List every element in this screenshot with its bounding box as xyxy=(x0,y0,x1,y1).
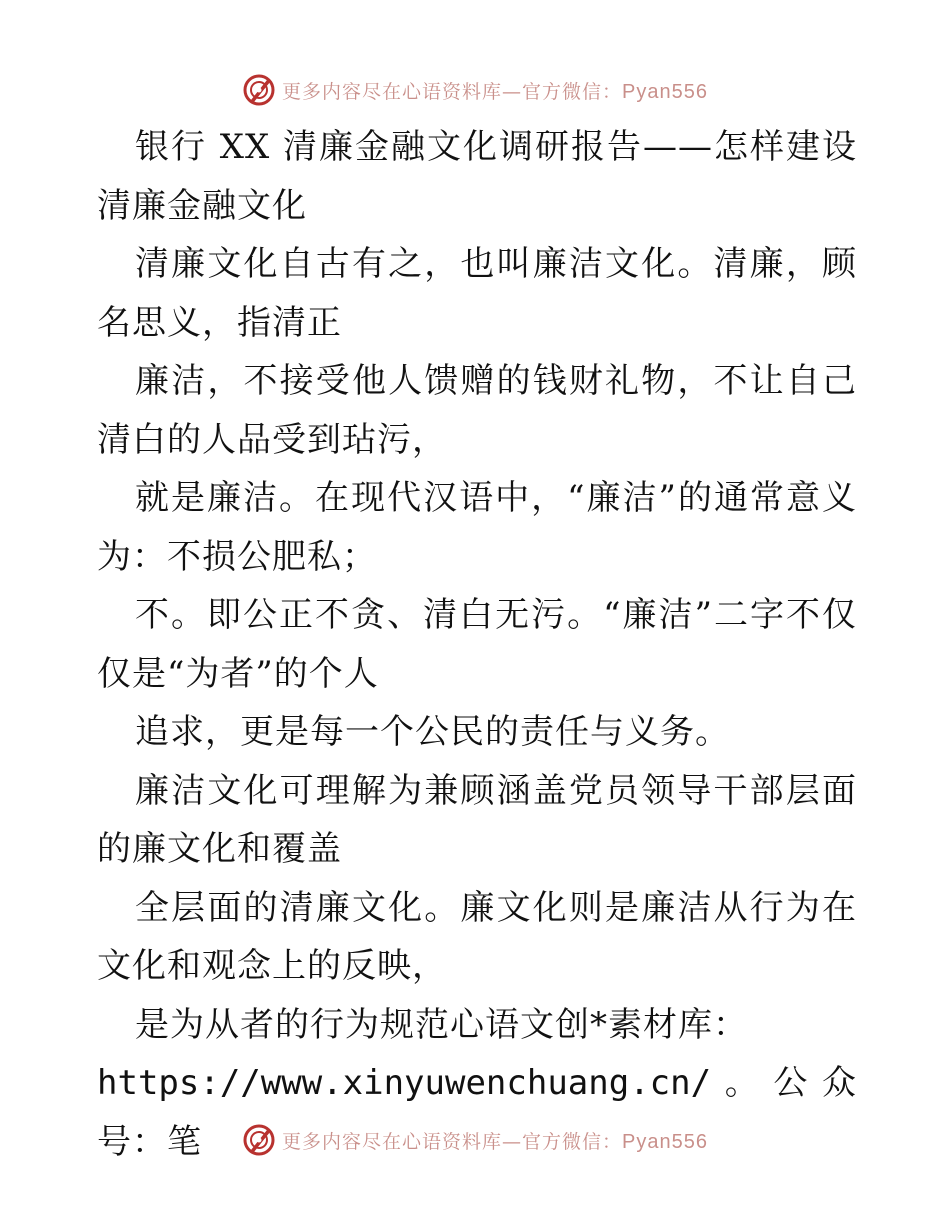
paragraph-last-tail: 。公众号：笔 xyxy=(97,1063,857,1162)
footer-wechat-id: Pyan556 xyxy=(622,1130,708,1153)
document-title: 银行 XX 清廉金融文化调研报告——怎样建设清廉金融文化 xyxy=(97,127,857,226)
document-body xyxy=(97,118,857,1171)
website-url: https://www.xinyuwenchuang.cn/ xyxy=(97,1063,712,1103)
paragraph: 清廉文化自古有之，也叫廉洁文化。清廉，顾名思义，指清正 xyxy=(97,244,857,343)
header-banner xyxy=(0,70,950,110)
footer-banner xyxy=(0,1120,950,1160)
paragraph: 廉洁文化可理解为兼顾涵盖党员领导干部层面的廉文化和覆盖 xyxy=(97,770,857,869)
header-banner-text: 更多内容尽在心语资料库—官方微信：Pyan556 xyxy=(282,80,708,103)
footer-banner-text: 更多内容尽在心语资料库—官方微信：Pyan556 xyxy=(282,1130,708,1153)
paragraph: 不。即公正不贪、清白无污。“廉洁”二字不仅仅是“为者”的个人 xyxy=(97,595,857,694)
pen-seal-icon xyxy=(242,1123,276,1157)
header-wechat-id: Pyan556 xyxy=(622,80,708,103)
pen-seal-icon xyxy=(242,73,276,107)
paragraph: 就是廉洁。在现代汉语中，“廉洁”的通常意义为：不损公肥私； xyxy=(97,478,857,577)
paragraph-last-text: 是为从者的行为规范心语文创*素材库： xyxy=(135,1004,748,1045)
paragraph: 全层面的清廉文化。廉文化则是廉洁从行为在文化和观念上的反映， xyxy=(97,887,857,986)
paragraph: 廉洁，不接受他人馈赠的钱财礼物，不让自己清白的人品受到玷污， xyxy=(97,361,857,460)
paragraph: 追求，更是每一个公民的责任与义务。 xyxy=(135,712,730,752)
